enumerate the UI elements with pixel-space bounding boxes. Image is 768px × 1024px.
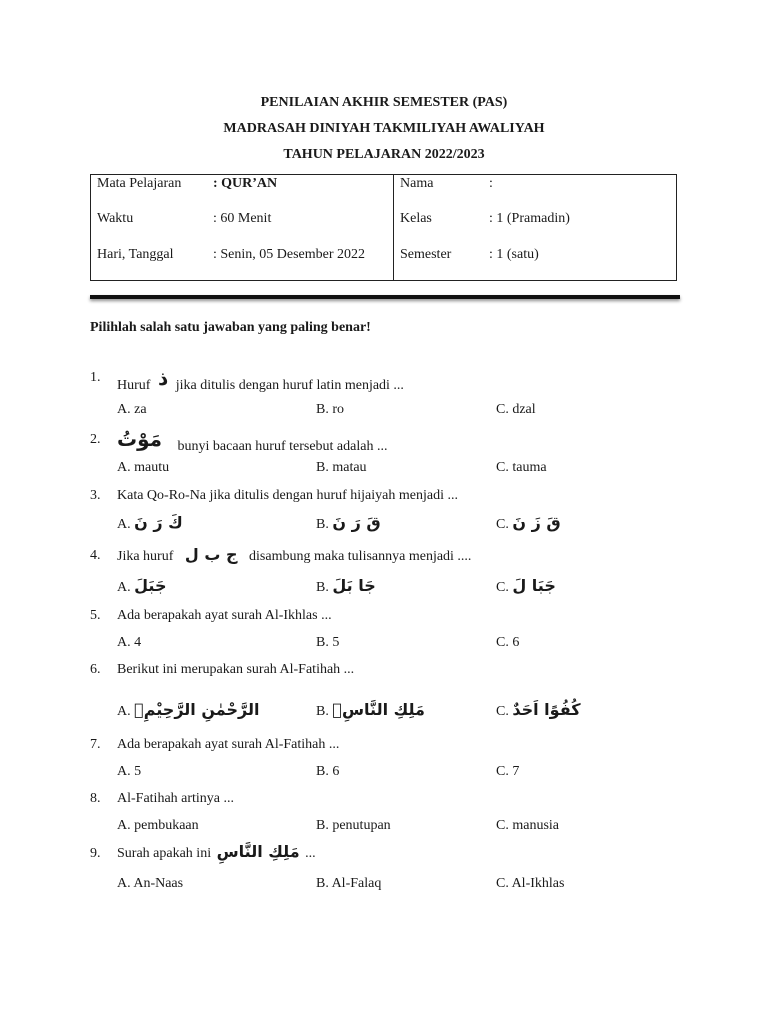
option-b[interactable]: B. 6 [316,764,340,779]
option-prefix: C. [496,517,509,532]
option-b[interactable] [316,576,376,596]
option-a[interactable] [117,700,259,720]
arabic-option: كُفُوًا اَحَدٌ [512,700,581,719]
question-text: Berikut ini merupakan surah Al-Fatihah ... [117,662,355,677]
duration-label: Waktu [97,211,134,226]
arabic-option: كَ رَ نَ [134,513,183,532]
option-c[interactable] [496,576,556,596]
arabic-option: مَلِكِ النَّاسِۙ [332,700,425,719]
question-post: disambung maka tulisannya menjadi .... [249,549,472,564]
option-c[interactable]: C. 6 [496,635,520,650]
arabic-option: جَبَلَ [134,576,167,595]
arabic-letters: ج ب ل [184,545,238,564]
option-b[interactable] [316,700,425,720]
option-prefix: A. [117,580,131,595]
arabic-letter: ذ [157,366,169,390]
date-value: : Senin, 05 Desember 2022 [213,247,366,262]
table-divider [393,175,394,280]
question-number: 9. [90,846,101,861]
arabic-option: جَبَا لَ [512,576,556,595]
option-a[interactable] [117,576,166,596]
duration-value: : 60 Menit [213,211,272,226]
option-a[interactable]: A. An-Naas [117,876,184,891]
question-text [117,842,316,862]
arabic-option: جَا بَلَ [332,576,376,595]
school-name: MADRASAH DINIYAH TAKMILIYAH AWALIYAH [223,121,545,136]
option-b[interactable]: B. 5 [316,635,340,650]
option-c[interactable]: C. Al-Ikhlas [496,876,565,891]
arabic-phrase: مَلِكِ النَّاسِ [216,842,300,861]
option-b[interactable]: B. penutupan [316,818,391,833]
option-c[interactable]: C. 7 [496,764,520,779]
option-a[interactable]: A. 5 [117,764,142,779]
arabic-option: قَ زَ نَ [512,513,561,532]
option-c[interactable]: C. dzal [496,402,536,417]
class-label: Kelas [400,211,432,226]
exam-title: PENILAIAN AKHIR SEMESTER (PAS) [260,95,508,110]
option-prefix: B. [316,704,329,719]
class-value: : 1 (Pramadin) [489,211,570,226]
option-prefix: C. [496,580,509,595]
option-b[interactable]: B. ro [316,402,344,417]
question-post: bunyi bacaan huruf tersebut adalah ... [177,439,388,454]
subject-label: Mata Pelajaran [97,176,182,191]
question-text: Ada berapakah ayat surah Al-Fatihah ... [117,737,340,752]
option-c[interactable]: C. tauma [496,460,547,475]
question-pre: Jika huruf [117,549,174,564]
arabic-option: الرَّحْمٰنِ الرَّحِيْمِۙ [134,700,260,719]
question-text: Kata Qo-Ro-Na jika ditulis dengan huruf hijaiyah menjadi ... [117,488,458,503]
question-post: jika ditulis dengan huruf latin menjadi ... [175,378,404,393]
option-prefix: C. [496,704,509,719]
option-a[interactable]: A. mautu [117,460,170,475]
question-number: 7. [90,737,101,752]
subject-value: : QUR’AN [213,176,278,191]
name-label: Nama [400,176,434,191]
option-c[interactable] [496,513,561,533]
question-number: 6. [90,662,101,677]
option-prefix: B. [316,580,329,595]
arabic-option: قَ رَ نَ [332,513,381,532]
question-text [117,366,404,394]
semester-label: Semester [400,247,452,262]
question-text: Al-Fatihah artinya ... [117,791,235,806]
question-text: Ada berapakah ayat surah Al-Ikhlas ... [117,608,332,623]
option-prefix: A. [117,704,131,719]
question-number: 3. [90,488,101,503]
question-text [117,545,471,565]
option-c[interactable]: C. manusia [496,818,559,833]
semester-value: : 1 (satu) [489,247,539,262]
date-label: Hari, Tanggal [97,247,174,262]
option-b[interactable]: B. matau [316,460,367,475]
option-c[interactable] [496,700,581,720]
header-separator [90,295,680,299]
question-number: 1. [90,370,101,385]
option-a[interactable]: A. za [117,402,147,417]
option-b[interactable]: B. Al-Falaq [316,876,382,891]
name-value: : [489,176,493,191]
question-pre: Huruf [117,378,151,393]
question-number: 8. [90,791,101,806]
option-prefix: A. [117,517,131,532]
option-prefix: B. [316,517,329,532]
arabic-word: مَوْتُ [117,427,163,451]
option-a[interactable] [117,513,183,533]
option-a[interactable]: A. pembukaan [117,818,199,833]
question-number: 2. [90,432,101,447]
option-a[interactable]: A. 4 [117,635,142,650]
academic-year: TAHUN PELAJARAN 2022/2023 [283,147,485,162]
option-b[interactable] [316,513,381,533]
question-pre: Surah apakah ini [117,846,212,861]
question-number: 4. [90,548,101,563]
instruction: Pilihlah salah satu jawaban yang paling benar! [90,320,371,335]
question-number: 5. [90,608,101,623]
question-text [117,427,388,454]
exam-info-table [90,174,677,281]
question-post: ... [305,846,316,861]
